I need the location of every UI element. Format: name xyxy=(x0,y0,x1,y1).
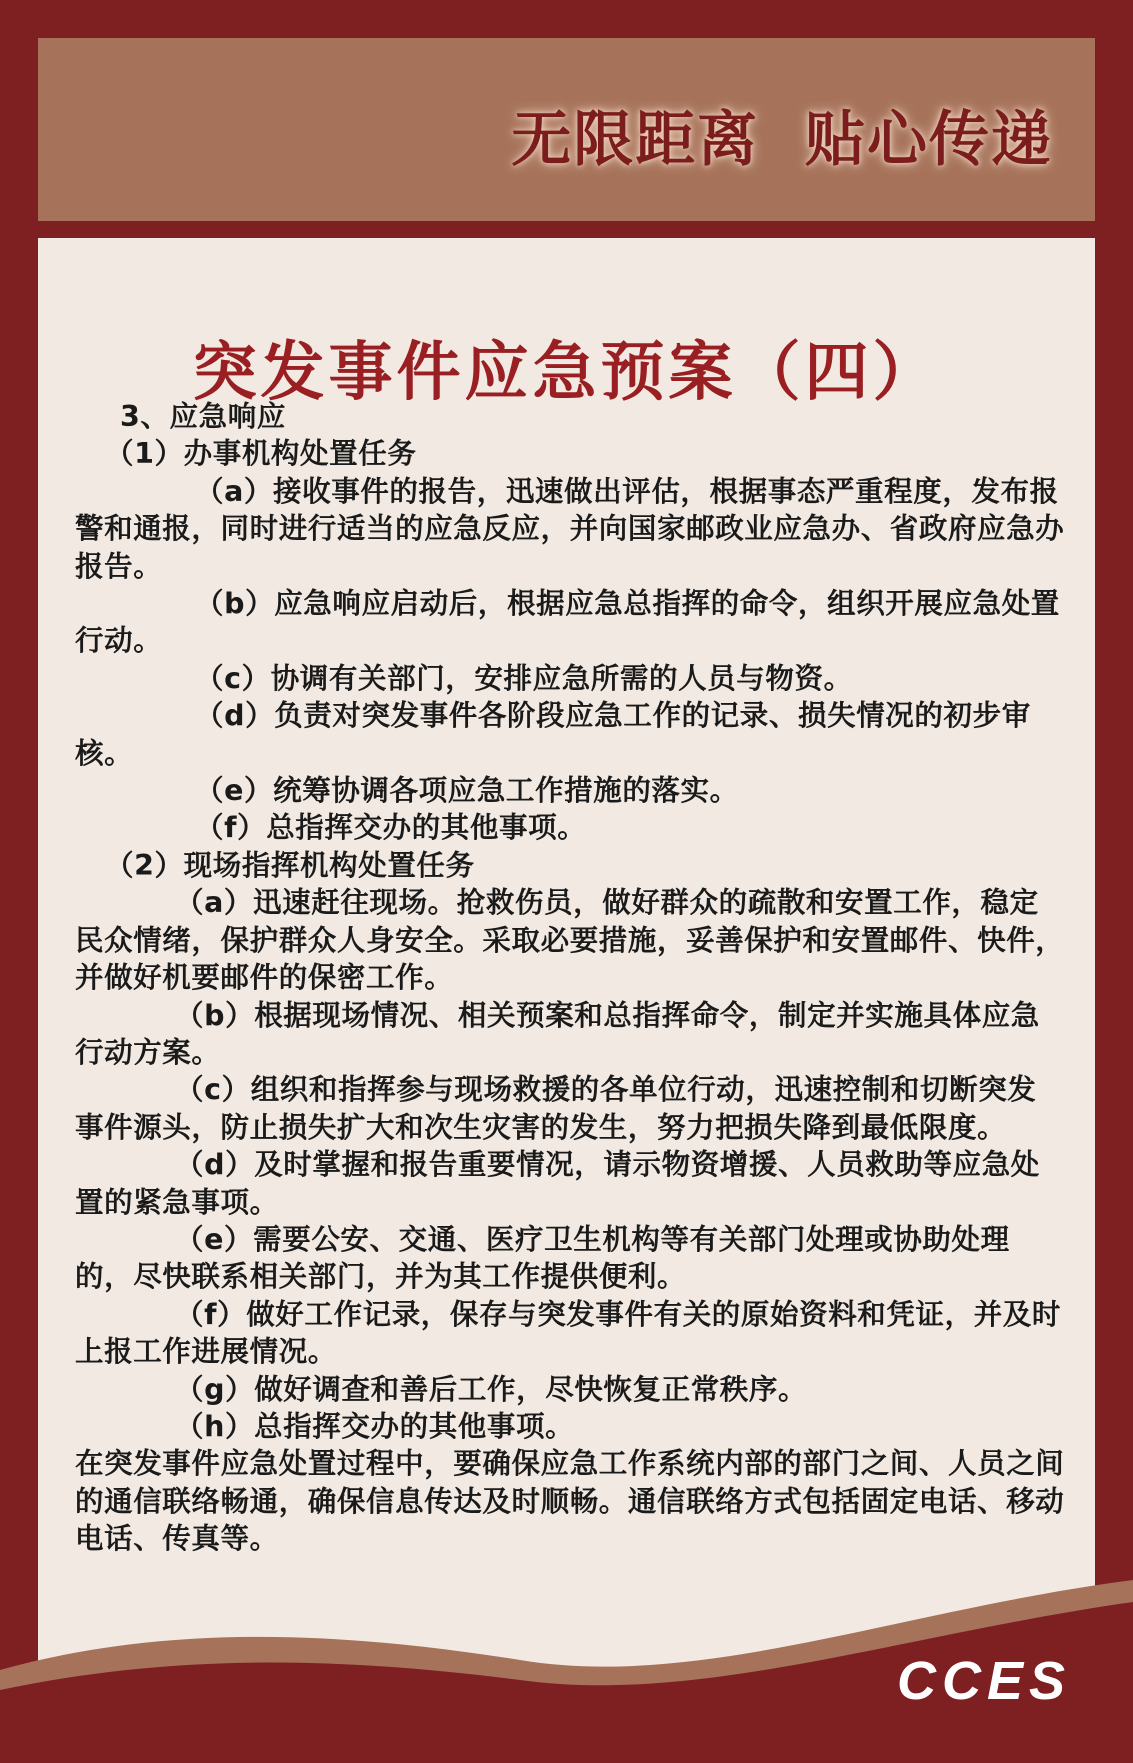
list-item: （g）做好调查和善后工作，尽快恢复正常秩序。 xyxy=(175,1372,808,1406)
list-item: （e）统筹协调各项应急工作措施的落实。 xyxy=(195,774,739,808)
list-item: （c）协调有关部门，安排应急所需的人员与物资。 xyxy=(195,661,853,695)
list-item: （e）需要公安、交通、医疗卫生机构等有关部门处理或协助处理的，尽快联系相关部门，并为其工作提供便利。 xyxy=(75,1222,1010,1294)
list-item: （c）组织和指挥参与现场救援的各单位行动，迅速控制和切断突发事件源头，防止损失扩大和次生灾害的发生，努力把损失降到最低限度。 xyxy=(75,1073,1037,1144)
sub1-heading: （1）办事机构处置任务 xyxy=(105,437,417,471)
list-item: （f）总指挥交办的其他事项。 xyxy=(195,811,587,845)
list-item: （d）及时掌握和报告重要情况，请示物资增援、人员救助等应急处置的紧急事项。 xyxy=(75,1148,1040,1219)
list-item: （d）负责对突发事件各阶段应急工作的记录、损失情况的初步审核。 xyxy=(75,699,1031,770)
section-heading: 3、应急响应 xyxy=(120,400,286,433)
list-item: （a）迅速赶往现场。抢救伤员，做好群众的疏散和安置工作，稳定民众情绪，保护群众人身安全。采取必要措施，妥善保护和安置邮件、快件，并做好机要邮件的保密工作。 xyxy=(75,886,1065,995)
cces-logo: CCES xyxy=(896,1651,1071,1711)
list-item: （a）接收事件的报告，迅速做出评估，根据事态严重程度，发布报警和通报，同时进行适当的应急反应，并向国家邮政业应急办、省政府应急办报告。 xyxy=(75,474,1065,583)
list-item: （b）根据现场情况、相关预案和总指挥命令，制定并实施具体应急行动方案。 xyxy=(75,998,1040,1069)
list-item: （h）总指挥交办的其他事项。 xyxy=(175,1409,575,1443)
list-item: （b）应急响应启动后，根据应急总指挥的命令，组织开展应急处置行动。 xyxy=(75,587,1060,658)
body-text xyxy=(75,398,1065,1558)
list-item: （f）做好工作记录，保存与突发事件有关的原始资料和凭证，并及时上报工作进展情况。 xyxy=(75,1297,1062,1369)
closing-paragraph: 在突发事件应急处置过程中，要确保应急工作系统内部的部门之间、人员之间的通信联络畅通，确保信息传达及时顺畅。通信联络方式包括固定电话、移动电话、传真等。 xyxy=(75,1447,1065,1556)
slogan: 无限距离 贴心传递 xyxy=(511,105,1053,175)
page-title: 突发事件应急预案（四） xyxy=(192,335,941,410)
sub2-heading: （2）现场指挥机构处置任务 xyxy=(105,848,475,882)
